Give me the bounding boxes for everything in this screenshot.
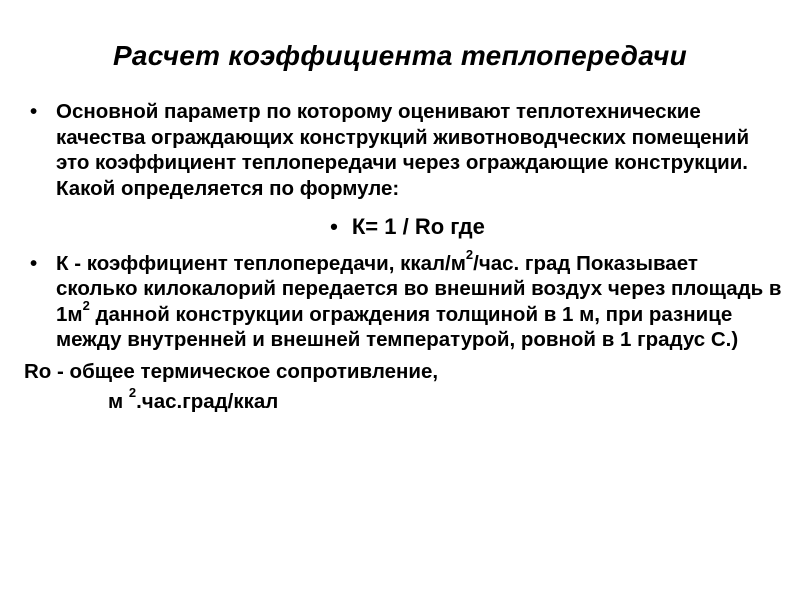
k-definition-part3: данной конструкции ограждения толщиной в 1 м, при разнице между внутренней и внешней температурой, ровной в 1 градус С.) bbox=[56, 302, 739, 351]
bullet-dot: • bbox=[330, 214, 338, 239]
ro-units-part2: .час.град/ккал bbox=[136, 390, 279, 413]
superscript: 2 bbox=[465, 246, 474, 262]
bullet-dot: • bbox=[30, 100, 38, 123]
bullet-main-parameter bbox=[30, 99, 785, 201]
ro-units-part1: м bbox=[108, 390, 129, 413]
formula-text: К= 1 / Ro где bbox=[351, 214, 485, 239]
k-definition-text bbox=[56, 246, 782, 352]
paragraph-main-parameter: Основной параметр по которому оценивают теплотехнические качества ограждающих конструкций животноводческих помещений это коэффициент теплопередачи через ограждающие конструкции. Какой определяется по формуле: bbox=[56, 100, 750, 200]
superscript: 2 bbox=[82, 297, 90, 313]
formula-line bbox=[30, 214, 785, 240]
k-definition-part1: К - коэффициент теплопередачи, ккал/м bbox=[56, 251, 466, 275]
bullet-dot: • bbox=[30, 251, 38, 275]
slide-title: Расчет коэффициента теплопередачи bbox=[112, 40, 688, 71]
slide-content bbox=[24, 99, 785, 415]
ro-definition: Ro - общее термическое сопротивление, bbox=[24, 359, 439, 383]
ro-units bbox=[30, 385, 785, 415]
bullet-k-definition bbox=[30, 246, 785, 353]
superscript: 2 bbox=[128, 385, 137, 401]
k-definition-part2: /час. град Показывает сколько килокалорий передается во внешний воздух через площадь в 1м bbox=[56, 251, 782, 326]
